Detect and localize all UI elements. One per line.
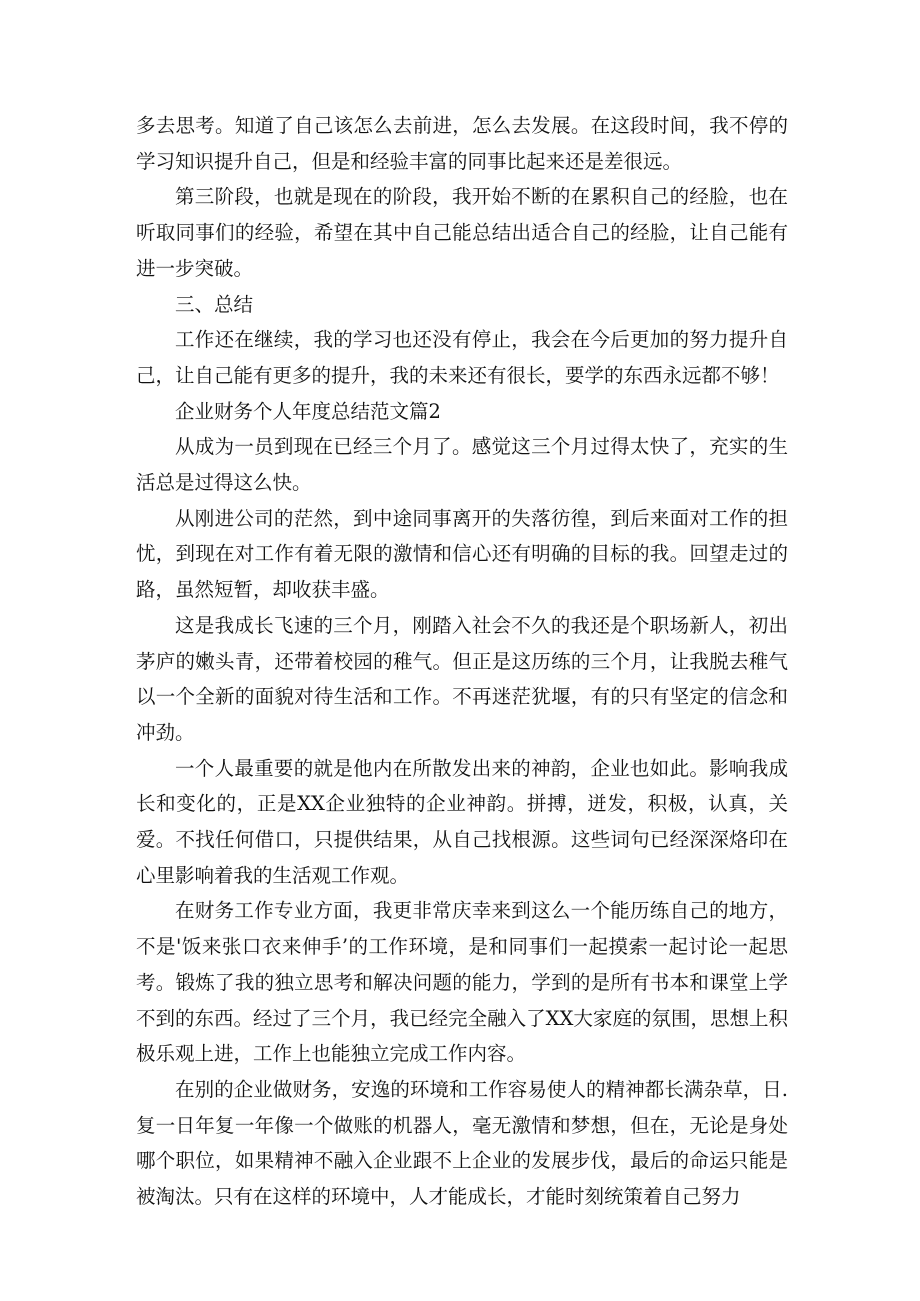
paragraph: 多去思考。知道了自己该怎么去前进，怎么去发展。在这段时间，我不停的学习知识提升自己，但是和经验丰富的同事比起来还是差很远。	[136, 114, 788, 173]
paragraph: 从成为一员到现在已经三个月了。感觉这三个月过得太快了，充实的生活总是过得这么快。	[136, 435, 788, 495]
document-body	[136, 108, 788, 1215]
paragraph: 在别的企业做财务，安逸的环境和工作容易使人的精神都长满杂草，日.复一日年复一年像一个做账的机器人，毫无激情和梦想，但在，无论是身处哪个职位，如果精神不融入企业跟不上企业的发展步伐，最后的命运只能是被淘汰。只有在这样的环境中，人才能成长，才能时刻统策着自己努力	[136, 1077, 788, 1209]
section-heading: 三、总结	[175, 292, 254, 316]
paragraph: 从刚进公司的茫然，到中途同事离开的失落彷徨，到后来面对工作的担忧，到现在对工作有着无限的激情和信心还有明确的目标的我。回望走过的路，虽然短暂，却收获丰盛。	[136, 506, 788, 602]
paragraph: 这是我成长飞速的三个月，刚踏入社会不久的我还是个职场新人，初出茅庐的嫩头青，还带着校园的稚气。但正是这历练的三个月，让我脱去稚气以一个全新的面貌对待生活和工作。不再迷茫犹堰，有的只有坚定的信念和冲劲。	[136, 613, 788, 744]
paragraph: 在财务工作专业方面，我更非常庆幸来到这么一个能历练自己的地方，不是'饭来张口衣来伸手’的工作环境，是和同事们一起摸索一起讨论一起思考。锻炼了我的独立思考和解决问题的能力，学到的是所有书本和课堂上学不到的东西。经过了三个月，我已经完全融入了XX大家庭的氛围，思想上积极乐观上进，工作上也能独立完成工作内容。	[136, 899, 788, 1066]
paragraph: 第三阶段，也就是现在的阶段，我开始不断的在累积自己的经脸，也在听取同事们的经验，希望在其中自己能总结出适合自己的经脸，让自己能有进一步突破。	[136, 185, 788, 280]
article-title: 企业财务个人年度总结范文篇2	[175, 399, 441, 423]
paragraph: 工作还在继续，我的学习也还没有停止，我会在今后更加的努力提升自己，让自己能有更多的提升，我的未来还有很长，要学的东西永远都不够！	[136, 328, 788, 387]
paragraph: 一个人最重要的就是他内在所散发出来的神韵，企业也如此。影响我成长和变化的，正是XX企业独特的企业神韵。拼搏，迸发，积极，认真，关爱。不找任何借口，只提供结果，从自己找根源。这些词句已经深深烙印在心里影响着我的生活观工作观。	[136, 756, 788, 887]
